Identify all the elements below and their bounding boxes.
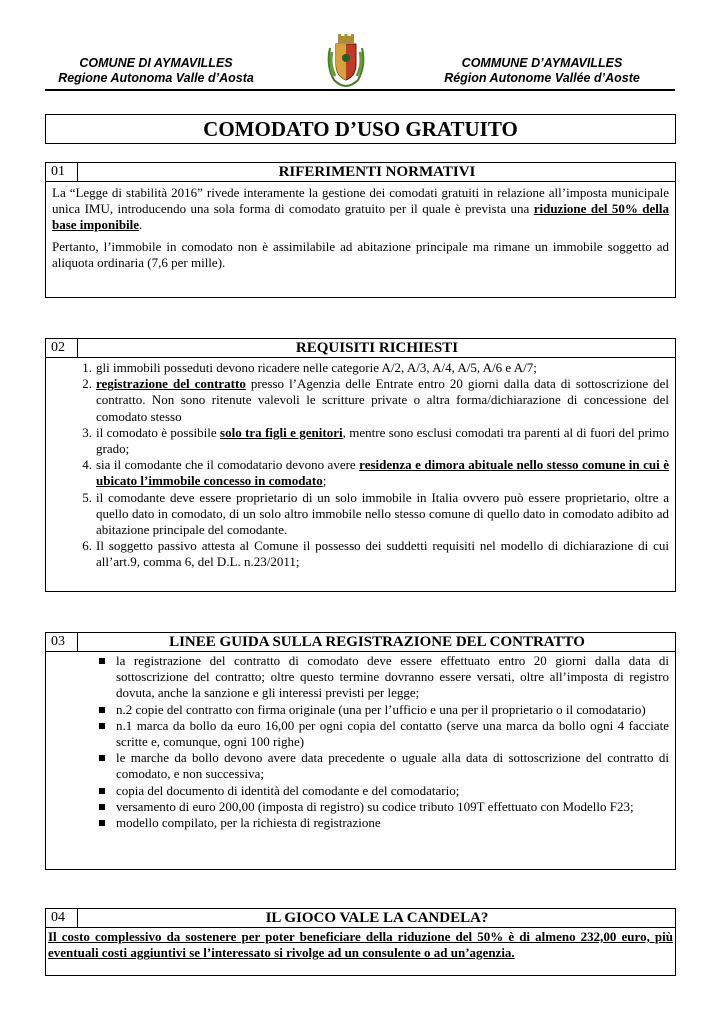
item-emphasis: registrazione del contratto [96,376,246,392]
section-header [46,339,675,358]
item-number: 5. [82,489,92,505]
square-bullet-icon [99,820,105,826]
section-title: REQUISITI RICHIESTI [295,340,459,356]
item-number: 3. [82,424,92,440]
section-riferimenti-normativi [45,162,676,298]
section-header [46,633,675,652]
section-header [46,909,675,928]
header-left [48,56,264,86]
list-item [52,815,669,831]
item-text-end: , mentre sono esclusi comodati tra parenti al di fuori del primo grado; [96,424,670,457]
item-number: 2. [82,376,92,392]
list-item [52,425,669,457]
section-title: IL GIOCO VALE LA CANDELA? [265,910,489,926]
section-linee-guida [45,632,676,870]
section-number: 04 [46,909,78,927]
paragraph-end: . [139,217,143,233]
item-text: la registrazione del contratto di comodato deve essere effettuato entro 20 giorni dalla data di sottoscrizione del contratto; oltre questo termine dovranno essere versati, oltre all’imposta di registro dovuta, anche la sanzione e gli interessi previsti per legge; [116,653,669,701]
square-bullet-icon [99,788,105,794]
municipal-crest-icon [324,26,368,90]
square-bullet-icon [99,658,105,664]
item-text: il comodato è possibile [96,424,221,440]
item-emphasis: solo tra figli e genitori [220,424,343,440]
list-item [52,653,669,702]
list-item [52,490,669,539]
document-title: COMODATO D’USO GRATUITO [45,114,676,144]
item-text: gli immobili posseduti devono ricadere nelle categorie A/2, A/3, A/4, A/5, A/6 e A/7; [96,360,537,375]
item-text-end: ; [322,473,327,489]
item-text: n.2 copie del contratto con firma originale (una per l’ufficio e una per il proprietario o il comodatario) [116,701,646,717]
section-requisiti-richiesti [45,338,676,592]
item-text: versamento di euro 200,00 (imposta di registro) su codice tributo 109T effettuato con Modello F23; [116,798,634,814]
item-number: 4. [82,457,92,473]
item-text-end: presso l’Agenzia delle Entrate entro 20 giorni dalla data di sottoscrizione del contratto. Non sono ritenute valevoli le scritture private o altra forma/dichiarazione di concessione del comodato stesso [96,376,670,424]
square-bullet-icon [99,755,105,761]
list-item [52,376,669,425]
region-name-fr: Région Autonome Vallée d’Aoste [444,71,640,85]
list-item [52,799,669,815]
section-body [46,182,675,271]
list-item [52,702,669,718]
section-number: 01 [46,163,78,181]
paragraph-text: La “Legge di stabilità 2016” rivede interamente la gestione dei comodati gratuiti in relazione all’imposta municipale unica IMU, introducendo una sola forma di comodato gratuito per il quale è prevista una [52,185,669,217]
guidelines-list [46,652,675,831]
comune-name-it: COMUNE DI AYMAVILLES [79,56,233,70]
item-text: il comodante deve essere proprietario di un solo immobile in Italia ovvero può essere proprietario, oltre a quello dato in comodato, di un solo altro immobile nello stesso comune di quello dato in comodato adibito ad abitazione principale del comodante. [96,489,669,538]
section-header [46,163,675,182]
section-number: 03 [46,633,78,651]
list-item [52,718,669,750]
square-bullet-icon [99,804,105,810]
section-il-gioco-vale-la-candela [45,908,676,976]
region-name-it: Regione Autonoma Valle d’Aosta [58,71,254,85]
section-number: 02 [46,339,78,357]
square-bullet-icon [99,707,105,713]
emphasis-text: riduzione del 50% della base imponibile [52,201,670,233]
item-number: 1. [82,360,92,375]
header-divider [45,89,675,91]
item-text: n.1 marca da bollo da euro 16,00 per ogni copia del contatto (serve una marca da bollo ogni 4 facciate scritte e, comunque, ogni 100 righe) [116,717,669,750]
requirements-list [46,358,675,571]
list-item [52,750,669,782]
paragraph [52,185,669,234]
paragraph: Pertanto, l’immobile in comodato non è assimilabile ad abitazione principale ma rimane un immobile soggetto ad aliquota ordinaria (7,6 per mille). [52,238,669,270]
section-title: LINEE GUIDA SULLA REGISTRAZIONE DEL CONTRATTO [169,634,585,650]
square-bullet-icon [99,723,105,729]
item-text: sia il comodante che il comodatario devono avere [96,457,360,473]
item-number: 6. [82,538,92,554]
item-text: Il soggetto passivo attesta al Comune il possesso dei suddetti requisiti nel modello di dichiarazione di cui all’art.9, comma 6, del D.L. n.23/2011; [96,538,669,570]
list-item [52,457,669,489]
item-text: le marche da bollo devono avere data precedente o uguale alla data di sottoscrizione del contratto di comodato, e non successiva; [116,750,669,782]
comune-name-fr: COMMUNE D’AYMAVILLES [461,56,623,70]
list-item [52,538,669,570]
list-item [52,360,669,376]
item-text: copia del documento di identità del comodante e del comodatario; [116,782,460,798]
item-emphasis: residenza e dimora abituale nello stesso comune in cui è ubicato l’immobile concesso in comodato [96,457,669,489]
list-item [52,783,669,799]
header-right [428,56,656,86]
cost-summary-text: Il costo complessivo da sostenere per poter beneficiare della riduzione del 50% è di almeno 232,00 euro, più eventuali costi aggiuntivi se l’interessato si rivolge ad un consulente o ad un’agenzia. [48,929,673,961]
section-title: RIFERIMENTI NORMATIVI [278,164,476,180]
item-text: modello compilato, per la richiesta di registrazione [116,815,381,831]
